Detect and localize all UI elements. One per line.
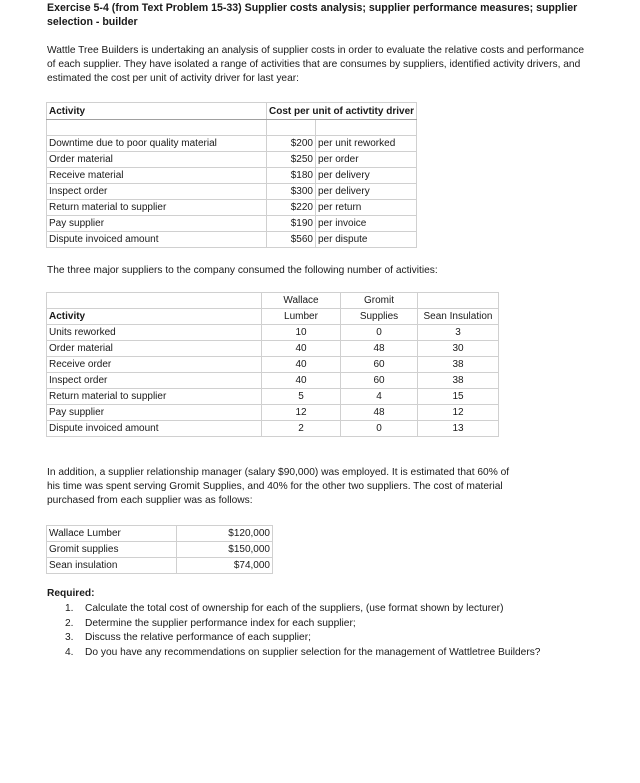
table-row — [47, 216, 417, 232]
manager-paragraph: In addition, a supplier relationship manager (salary $90,000) was employed. It is estimated that 60% of his time was spent serving Gromit Supplies, and 40% for the other two suppliers. The cost of material purchased from each supplier was as follows: — [47, 467, 510, 506]
table-row — [47, 405, 499, 421]
exercise-title: Exercise 5-4 (from Text Problem 15-33) Supplier costs analysis; supplier performance measures; supplier selection - builder — [47, 2, 578, 28]
activity-cell: Inspect order — [47, 373, 262, 389]
driver-cell: per delivery — [316, 184, 417, 200]
activity-cell: Receive order — [47, 357, 262, 373]
sean-cell: 3 — [418, 325, 499, 341]
table-row — [47, 152, 417, 168]
item-number: 4. — [65, 646, 74, 658]
gromit-cell: 0 — [341, 421, 418, 437]
item-number: 3. — [65, 632, 74, 643]
cost-table-header — [47, 103, 417, 120]
table-row — [47, 558, 273, 574]
supplier-cell: Sean insulation — [47, 558, 177, 574]
item-number: 1. — [65, 603, 74, 614]
driver-cell: per return — [316, 200, 417, 216]
item-text: Calculate the total cost of ownership for each of the suppliers, (use format shown by lecturer) — [85, 603, 504, 614]
header-activity: Activity — [47, 103, 267, 120]
material-cost-table — [46, 525, 273, 574]
wallace-cell: 2 — [262, 421, 341, 437]
list-item — [65, 631, 545, 646]
item-text: Determine the supplier performance index for each supplier; — [85, 617, 356, 629]
driver-cell: per delivery — [316, 168, 417, 184]
activity-cell: Pay supplier — [47, 216, 267, 232]
wallace-cell: 5 — [262, 389, 341, 405]
table-row — [47, 542, 273, 558]
intro-paragraph: Wattle Tree Builders is undertaking an analysis of supplier costs in order to evaluate the relative costs and performance of each supplier. They have isolated a range of activities that are consumes by suppliers, identified activity drivers, and estimated the cost per unit of activity driver for last year: — [47, 45, 585, 84]
sean-cell: 13 — [418, 421, 499, 437]
material-cost-cell: $120,000 — [177, 526, 273, 542]
required-heading: Required: — [47, 588, 95, 599]
gromit-cell: 48 — [341, 405, 418, 421]
table-row — [47, 389, 499, 405]
cost-cell: $250 — [267, 152, 316, 168]
consumption-intro: The three major suppliers to the company consumed the following number of activities: — [47, 265, 438, 276]
cost-cell: $180 — [267, 168, 316, 184]
table-row — [47, 200, 417, 216]
sean-cell: 15 — [418, 389, 499, 405]
cost-cell: $300 — [267, 184, 316, 200]
activity-cell: Return material to supplier — [47, 200, 267, 216]
gromit-cell: 60 — [341, 357, 418, 373]
cost-per-driver-table — [46, 102, 417, 248]
activity-consumption-table — [46, 292, 499, 437]
activity-cell: Inspect order — [47, 184, 267, 200]
header-sean: Sean Insulation — [418, 309, 499, 325]
driver-cell: per invoice — [316, 216, 417, 232]
wallace-cell: 10 — [262, 325, 341, 341]
supplier-cell: Gromit supplies — [47, 542, 177, 558]
table-row — [47, 136, 417, 152]
cost-cell: $220 — [267, 200, 316, 216]
sean-cell: 38 — [418, 373, 499, 389]
header-activity: Activity — [47, 309, 262, 325]
header-wallace-bottom: Lumber — [262, 309, 341, 325]
consumption-header-top — [47, 293, 499, 309]
table-row — [47, 357, 499, 373]
activity-cell: Receive material — [47, 168, 267, 184]
table-row — [47, 184, 417, 200]
list-item — [65, 646, 545, 661]
spacer-row — [47, 120, 417, 136]
cost-cell: $190 — [267, 216, 316, 232]
item-number: 2. — [65, 617, 74, 629]
table-row — [47, 526, 273, 542]
material-cost-cell: $150,000 — [177, 542, 273, 558]
header-cost: Cost per unit of activtity driver — [267, 103, 417, 120]
wallace-cell: 40 — [262, 357, 341, 373]
activity-cell: Dispute invoiced amount — [47, 421, 262, 437]
table-row — [47, 232, 417, 248]
header-gromit-bottom: Supplies — [341, 309, 418, 325]
sean-cell: 12 — [418, 405, 499, 421]
item-text: Do you have any recommendations on supplier selection for the management of Wattletree Builders? — [85, 646, 541, 658]
activity-cell: Order material — [47, 152, 267, 168]
activity-cell: Units reworked — [47, 325, 262, 341]
table-row — [47, 373, 499, 389]
activity-cell: Downtime due to poor quality material — [47, 136, 267, 152]
driver-cell: per dispute — [316, 232, 417, 248]
gromit-cell: 48 — [341, 341, 418, 357]
list-item — [65, 602, 545, 617]
table-row — [47, 325, 499, 341]
wallace-cell: 40 — [262, 373, 341, 389]
header-wallace-top: Wallace — [262, 293, 341, 309]
gromit-cell: 0 — [341, 325, 418, 341]
header-gromit-top: Gromit — [341, 293, 418, 309]
activity-cell: Order material — [47, 341, 262, 357]
table-row — [47, 168, 417, 184]
table-row — [47, 341, 499, 357]
cost-cell: $200 — [267, 136, 316, 152]
list-item — [65, 617, 545, 632]
driver-cell: per unit reworked — [316, 136, 417, 152]
gromit-cell: 60 — [341, 373, 418, 389]
sean-cell: 38 — [418, 357, 499, 373]
activity-cell: Return material to supplier — [47, 389, 262, 405]
table-row — [47, 421, 499, 437]
activity-cell: Dispute invoiced amount — [47, 232, 267, 248]
sean-cell: 30 — [418, 341, 499, 357]
item-text: Discuss the relative performance of each supplier; — [85, 632, 311, 643]
gromit-cell: 4 — [341, 389, 418, 405]
supplier-cell: Wallace Lumber — [47, 526, 177, 542]
cost-cell: $560 — [267, 232, 316, 248]
wallace-cell: 12 — [262, 405, 341, 421]
activity-cell: Pay supplier — [47, 405, 262, 421]
material-cost-cell: $74,000 — [177, 558, 273, 574]
driver-cell: per order — [316, 152, 417, 168]
wallace-cell: 40 — [262, 341, 341, 357]
consumption-header-bottom — [47, 309, 499, 325]
required-list — [65, 602, 545, 660]
